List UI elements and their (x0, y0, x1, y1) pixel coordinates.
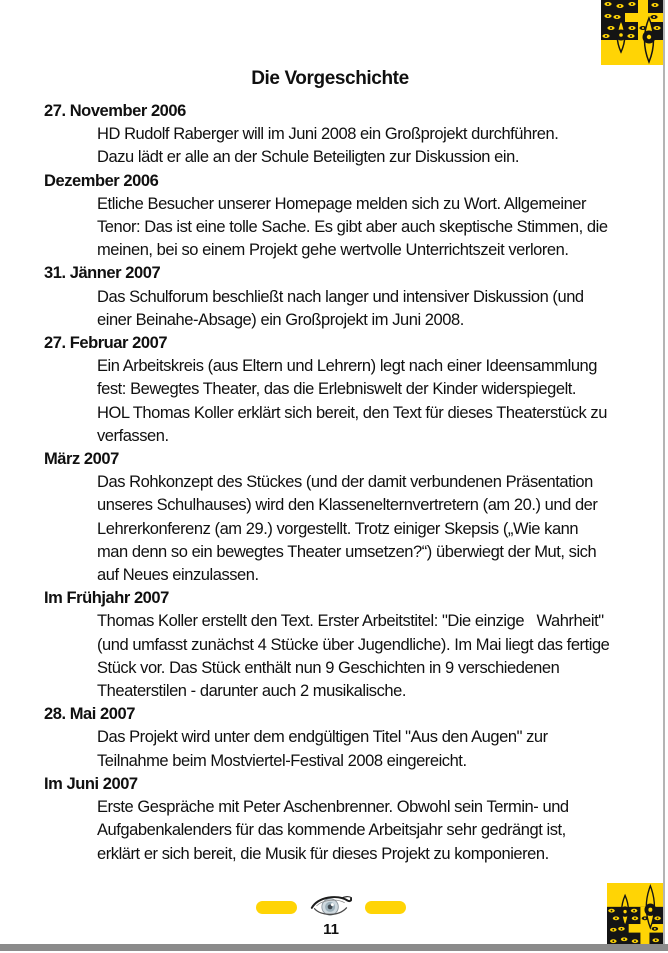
entry-text (97, 610, 636, 703)
entry-text (97, 286, 636, 332)
text-line: Teilnahme beim Mostviertel-Festival 2008 eingereicht. (97, 751, 467, 770)
text-line: verfassen. (97, 426, 169, 445)
page-title: Die Vorgeschichte (251, 67, 409, 89)
page-number: 11 (323, 921, 339, 938)
text-line: Etliche Besucher unserer Homepage melden sich zu Wort. Allgemeiner (97, 194, 587, 213)
text-line: Das Projekt wird unter dem endgültigen Titel "Aus den Augen" zur (97, 728, 548, 747)
footer-bar-left (256, 901, 297, 914)
text-line: Dazu lädt er alle an der Schule Beteiligten zur Diskussion ein. (97, 148, 519, 167)
entry-text (97, 123, 636, 169)
entry-text (97, 726, 636, 772)
timeline-entry (44, 262, 636, 332)
footer-decoration (0, 892, 662, 920)
text-line: Ein Arbeitskreis (aus Eltern und Lehrern) legt nach einer Ideensammlung (97, 357, 598, 376)
timeline-entries (44, 100, 636, 866)
text-line: meinen, bei so einem Projekt gehe wertvolle Unterrichtszeit verloren. (97, 241, 569, 260)
entry-date: 28. Mai 2007 (44, 705, 135, 724)
text-line: HOL Thomas Koller erklärt sich bereit, den Text für dieses Theaterstück zu (97, 403, 607, 422)
timeline-entry (44, 703, 636, 773)
text-line: fest: Bewegtes Theater, das die Erlebniswelt der Kinder widerspiegelt. (97, 380, 577, 399)
entry-date: Dezember 2006 (44, 171, 159, 190)
timeline-entry (44, 448, 636, 587)
page-footer (0, 892, 662, 938)
entry-date: 27. Februar 2007 (44, 334, 168, 353)
text-line: Erste Gespräche mit Peter Aschenbrenner. Obwohl sein Termin- und (97, 798, 569, 817)
text-line: unseres Schulhauses) wird den Klassenelternvertretern (am 20.) und der (97, 496, 598, 515)
text-line: Stück vor. Das Stück enthält nun 9 Geschichten in 9 verschiedenen (97, 658, 560, 677)
text-line: erklärt er sich bereit, die Musik für dieses Projekt zu komponieren. (97, 844, 549, 863)
entry-text (97, 471, 636, 587)
entry-text (97, 355, 636, 448)
text-line: Aufgabenkalenders für das kommende Arbeitsjahr sehr gedrängt ist, (97, 821, 566, 840)
eye-icon (310, 892, 352, 920)
eye-collage-artwork-top-icon (601, 0, 663, 65)
text-line: man denn so ein bewegtes Theater umsetzen?“) überwiegt der Mut, sich (97, 542, 597, 561)
text-line: Tenor: Das ist eine tolle Sache. Es gibt aber auch skeptische Stimmen, die (97, 218, 608, 237)
entry-date: März 2007 (44, 450, 119, 469)
text-line: (und umfasst zunächst 4 Stücke über Jugendliche). Im Mai liegt das fertige (97, 635, 610, 654)
entry-date: Im Juni 2007 (44, 774, 138, 793)
text-line: Thomas Koller erstellt den Text. Erster Arbeitstitel: "Die einzige Wahrheit" (97, 612, 604, 631)
timeline-entry (44, 587, 636, 703)
text-line: Theaterstilen - darunter auch 2 musikalische. (97, 682, 406, 701)
eye-collage-artwork-bottom-icon (607, 883, 663, 945)
timeline-entry (44, 773, 636, 866)
entry-text (97, 193, 636, 263)
page-edge-shadow-right (663, 0, 665, 944)
timeline-entry (44, 170, 636, 263)
page-edge-shadow-bottom (0, 944, 668, 951)
entry-text (97, 796, 636, 866)
text-line: Das Rohkonzept des Stückes (und der damit verbundenen Präsentation (97, 473, 593, 492)
timeline-entry (44, 100, 636, 170)
entry-date: 27. November 2006 (44, 102, 186, 120)
text-line: HD Rudolf Raberger will im Juni 2008 ein Großprojekt durchführen. (97, 125, 559, 144)
footer-bar-right (365, 901, 406, 914)
text-line: Das Schulforum beschließt nach langer und intensiver Diskussion (und (97, 287, 584, 306)
entry-date: 31. Jänner 2007 (44, 264, 161, 283)
text-line: auf Neues einzulassen. (97, 566, 259, 585)
timeline-entry (44, 332, 636, 448)
entry-date: Im Frühjahr 2007 (44, 589, 169, 608)
text-line: einer Beinahe-Absage) ein Großprojekt im Juni 2008. (97, 310, 464, 329)
text-line: Lehrerkonferenz (am 29.) vorgestellt. Trotz einiger Skepsis („Wie kann (97, 519, 579, 538)
